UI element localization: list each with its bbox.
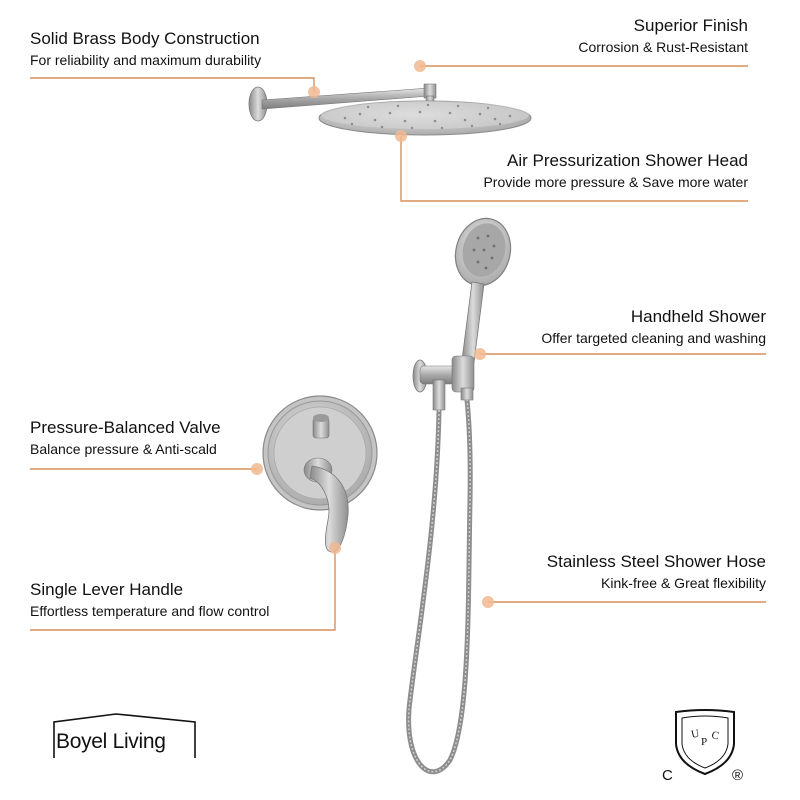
feature-subtitle: Kink-free & Great flexibility (601, 575, 766, 591)
feature-title: Stainless Steel Shower Hose (546, 552, 766, 571)
feature-finish (578, 16, 748, 56)
upc-c-mark: C (662, 767, 673, 784)
brand-logo: Boyel Living (56, 730, 166, 753)
feature-title: Superior Finish (633, 16, 748, 35)
callout-dots (251, 60, 494, 608)
feature-hose (547, 552, 766, 592)
feature-subtitle: For reliability and maximum durability (30, 52, 262, 68)
feature-title: Air Pressurization Shower Head (507, 151, 748, 170)
valve-trim (263, 396, 377, 552)
feature-brass (30, 29, 261, 69)
upc-letter-u: U (690, 727, 701, 741)
feature-handheld (541, 307, 766, 347)
upc-letter-p: P (701, 736, 708, 748)
upc-certification-mark (660, 708, 750, 788)
feature-subtitle: Corrosion & Rust-Resistant (578, 39, 748, 55)
handheld-shower (448, 212, 518, 362)
upc-letter-c: C (710, 729, 721, 743)
feature-title: Single Lever Handle (30, 580, 184, 599)
feature-title: Pressure-Balanced Valve (30, 418, 221, 437)
registered-mark: ® (732, 767, 744, 784)
feature-subtitle: Effortless temperature and flow control (30, 603, 270, 619)
feature-air (483, 151, 748, 191)
feature-subtitle: Offer targeted cleaning and washing (541, 330, 766, 346)
feature-title: Solid Brass Body Construction (30, 29, 260, 48)
leader-line-brass (30, 78, 314, 92)
feature-lever (30, 580, 269, 620)
feature-title: Handheld Shower (630, 307, 766, 326)
feature-subtitle: Provide more pressure & Save more water (483, 174, 748, 190)
feature-valve (30, 418, 221, 458)
feature-subtitle: Balance pressure & Anti-scald (30, 441, 217, 457)
